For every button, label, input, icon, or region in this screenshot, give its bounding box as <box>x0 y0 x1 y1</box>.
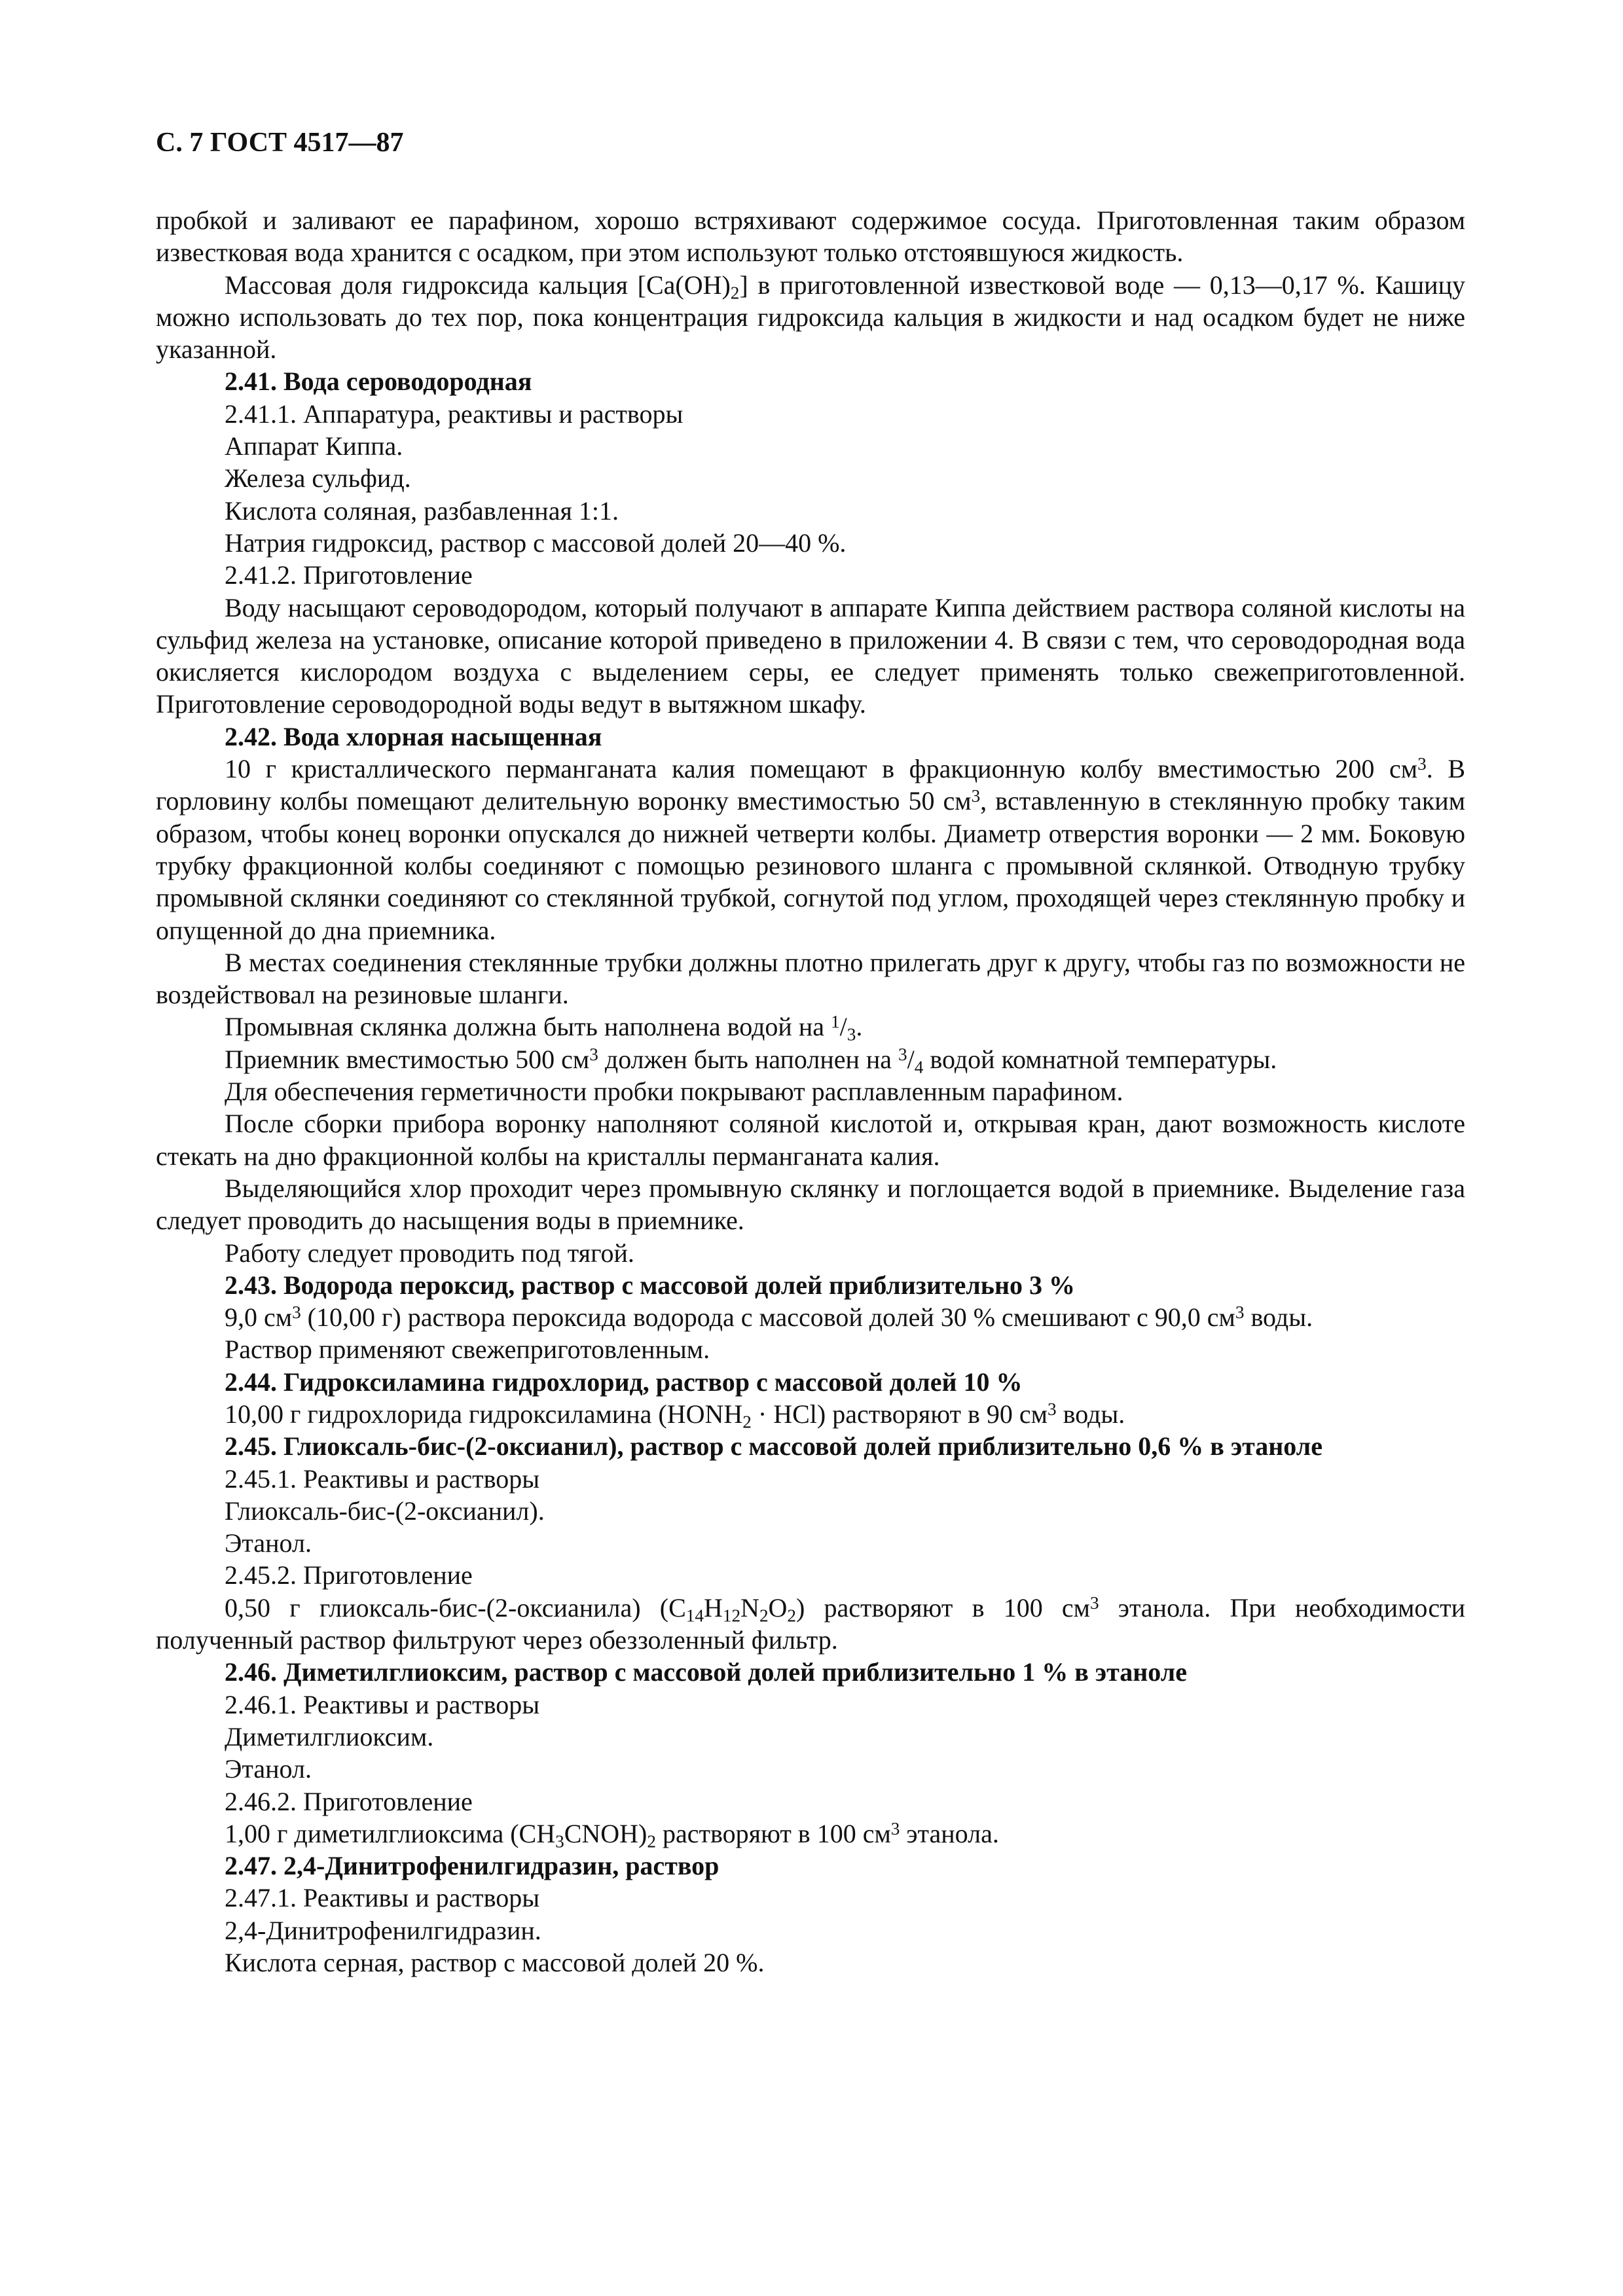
document-page <box>156 124 1465 1979</box>
paragraph-hydroxylamine-prep: 10,00 г гидрохлорида гидроксиламина $(HONH_2 \cdot HCl)$ растворяют в 90 $см^3$ воды. <box>225 1399 1125 1432</box>
paragraph-peroxide-prep: 9,0 $см^3$ (10,00 г) раствора пероксида водорода с массовой долей 30 % смешивают с 90,0 $см^3$ воды. <box>225 1302 1313 1333</box>
paragraph-chlorine-setup: 10 г кристаллического перманганата калия помещают в фракционную колбу вместимостью 200 $см^3$. В горловину колбы помещают делительную воронку вместимостью 50 $см^3$, вставленную в стеклянную пробку таким образом, чтобы конец воронки опускался до нижней четверти колбы. Диаметр отверстия воронки — 2 мм. Боковую трубку фракционной колбы соединяют с помощью резинового шланга с промывной склянкой. Отводную трубку промывной склянки соединяют со стеклянной трубкой, согнутой под углом, проходящей через стеклянную пробку и опущенной до дна приемника. <box>156 753 1466 945</box>
list-item: 2,4-Динитрофенилгидразин. <box>225 1915 541 1945</box>
paragraph-calcium-hydroxide: Массовая доля гидроксида кальция $[Ca(OH)_2]$ в приготовленной известковой воде — 0,13—0,17 %. Кашицу можно использовать до тех пор, пока концентрация гидроксида кальция в жидкости и над осадком будет не ниже указанной. <box>156 270 1465 365</box>
subsection-2-46-2: 2.46.2. Приготовление <box>225 1786 473 1816</box>
list-item: Диметилглиоксим. <box>225 1721 434 1751</box>
list-item: Глиоксаль-бис-(2-оксианил). <box>225 1496 545 1526</box>
paragraph-chlorine-release: Выделяющийся хлор проходит через промывную склянку и поглощается водой в приемнике. Выделение газа следует проводить до насыщения воды в приемнике. <box>156 1173 1465 1236</box>
subsection-2-46-1: 2.46.1. Реактивы и растворы <box>225 1689 540 1719</box>
section-title-2-46: 2.46. Диметилглиоксим, раствор с массовой долей приблизительно 1 % в этаноле <box>225 1657 1187 1687</box>
paragraph-wash-bottle: Промывная склянка должна быть наполнена водой на $^1/_3$. <box>225 1012 863 1045</box>
paragraph-continuation: пробкой и заливают ее парафином, хорошо встряхивают содержимое сосуда. Приготовленная таким образом известковая вода хранится с осадком, при этом используют только отстоявшуюся жидкость. <box>156 206 1465 268</box>
paragraph-assembly: После сборки прибора воронку наполняют соляной кислотой и, открывая кран, дают возможность кислоте стекать на дно фракционной колбы на кристаллы перманганата калия. <box>156 1109 1465 1171</box>
subsection-2-41-1: 2.41.1. Аппаратура, реактивы и растворы <box>225 399 684 429</box>
section-title-2-43: 2.43. Водорода пероксид, раствор с массовой долей приблизительно 3 % <box>225 1270 1076 1300</box>
list-item: Кислота соляная, разбавленная 1:1. <box>225 495 619 526</box>
paragraph-dimethylglyoxime-prep: 1,00 г диметилглиоксима $(CH_3CNOH)_2$ растворяют в 100 $см^3$ этанола. <box>225 1818 999 1852</box>
list-item: Железа сульфид. <box>225 463 411 493</box>
section-title-2-44: 2.44. Гидроксиламина гидрохлорид, раствор с массовой долей 10 % <box>225 1367 1023 1397</box>
paragraph-fume-hood: Работу следует проводить под тягой. <box>225 1238 634 1268</box>
section-title-2-41: 2.41. Вода сероводородная <box>225 367 532 397</box>
subsection-2-41-2: 2.41.2. Приготовление <box>225 560 473 590</box>
list-item: Натрия гидроксид, раствор с массовой долей 20—40 %. <box>225 528 847 558</box>
section-title-2-42: 2.42. Вода хлорная насыщенная <box>225 721 602 751</box>
paragraph-peroxide-fresh: Раствор применяют свежеприготовленным. <box>225 1335 710 1365</box>
section-title-2-45: 2.45. Глиоксаль-бис-(2-оксианил), раствор с массовой долей приблизительно 0,6 % в этаноле <box>225 1431 1322 1462</box>
list-item: Кислота серная, раствор с массовой долей 20 %. <box>225 1948 765 1978</box>
list-item: Этанол. <box>225 1754 312 1784</box>
page-header: С. 7 ГОСТ 4517—87 <box>156 128 404 158</box>
section-title-2-47: 2.47. 2,4-Динитрофенилгидразин, раствор <box>225 1851 720 1881</box>
subsection-2-47-1: 2.47.1. Реактивы и растворы <box>225 1883 540 1913</box>
list-item: Этанол. <box>225 1528 312 1558</box>
paragraph-tube-connections: В местах соединения стеклянные трубки должны плотно прилегать друг к другу, чтобы газ по возможности не воздействовал на резиновые шланги. <box>156 947 1465 1010</box>
subsection-2-45-1: 2.45.1. Реактивы и растворы <box>225 1463 540 1494</box>
paragraph-paraffin: Для обеспечения герметичности пробки покрывают расплавленным парафином. <box>225 1077 1123 1107</box>
paragraph-receiver: Приемник вместимостью 500 $см^3$ должен быть наполнен на $^3/_4$ водой комнатной температуры. <box>225 1044 1277 1077</box>
list-item: Аппарат Киппа. <box>225 431 403 461</box>
subsection-2-45-2: 2.45.2. Приготовление <box>225 1560 473 1590</box>
paragraph-glyoxal-prep: 0,50 г глиоксаль-бис-(2-оксианила) $(C_{14}H_{12}N_2O_2)$ растворяют в 100 $см^3$ этанола. При необходимости полученный раствор фильтруют через обеззоленный фильтр. <box>156 1592 1466 1655</box>
paragraph-hydrogen-sulfide-water: Воду насыщают сероводородом, который получают в аппарате Киппа действием раствора соляной кислоты на сульфид железа на установке, описание которой приведено в приложении 4. В связи с тем, что сероводородная вода окисляется кислородом воздуха с выделением серы, ее следует применять только свежеприготовленной. Приготовление сероводородной воды ведут в вытяжном шкафу. <box>156 592 1465 719</box>
